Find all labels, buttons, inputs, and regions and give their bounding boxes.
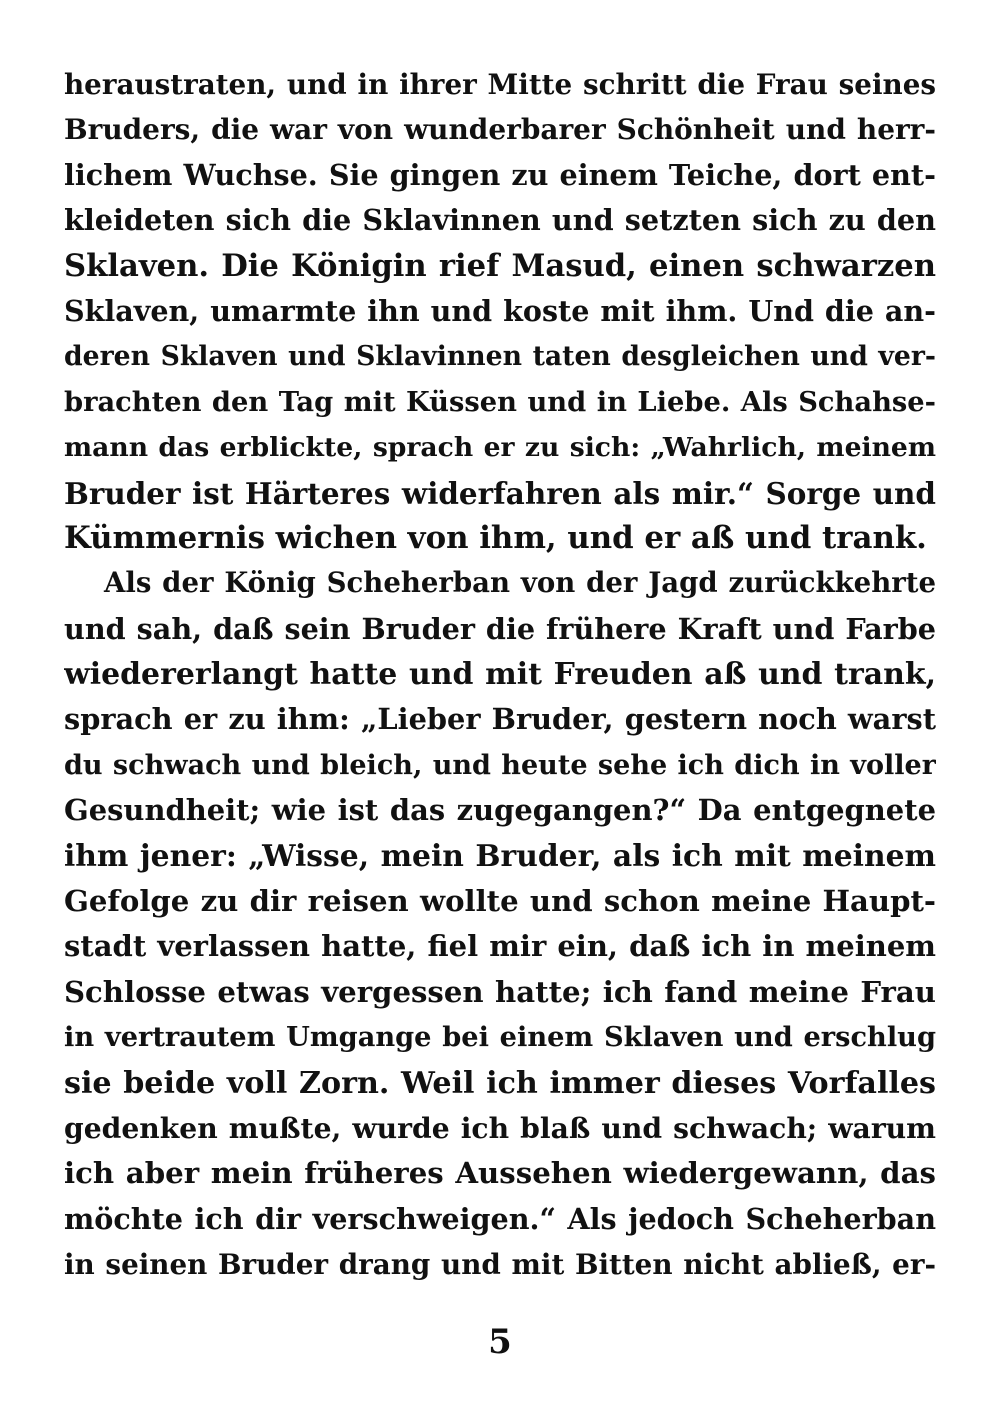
text-line: ich aber mein früheres Aussehen wiedergewann, das: [64, 1156, 936, 1191]
text-line: in seinen Bruder drang und mit Bitten nicht abließ, er-: [64, 1248, 936, 1282]
text-line: Sklaven. Die Königin rief Masud, einen schwarzen: [64, 247, 936, 284]
text-line: möchte ich dir verschweigen.“ Als jedoch Scheherban: [64, 1201, 936, 1236]
text-line: und sah, daß sein Bruder die frühere Kraft und Farbe: [64, 611, 936, 646]
paragraph-2: [64, 561, 936, 1287]
text-line: Gefolge zu dir reisen wollte und schon meine Haupt-: [64, 884, 936, 919]
text-line: gedenken mußte, wurde ich blaß und schwach; warum: [64, 1111, 936, 1145]
text-line: deren Sklaven und Sklavinnen taten desgleichen und ver-: [64, 341, 936, 373]
text-line: kleideten sich die Sklavinnen und setzten sich zu den: [64, 203, 936, 238]
text-line: wiedererlangt hatte und mit Freuden aß und trank,: [64, 657, 936, 693]
text-line: du schwach und bleich, und heute sehe ich dich in voller: [64, 749, 936, 781]
text-line: sprach er zu ihm: „Lieber Bruder, gestern noch warst: [64, 702, 936, 737]
text-line: ihm jener: „Wisse, mein Bruder, als ich mit meinem: [64, 838, 936, 874]
text-line: mann das erblickte, sprach er zu sich: „Wahrlich, meinem: [64, 432, 936, 464]
body-text: [64, 62, 936, 1288]
text-line: in vertrautem Umgange bei einem Sklaven und erschlug: [64, 1021, 936, 1054]
text-line: Als der König Scheherban von der Jagd zurückkehrte: [104, 567, 936, 600]
text-line: heraustraten, und in ihrer Mitte schritt die Frau seines: [64, 68, 936, 101]
text-line: sie beide voll Zorn. Weil ich immer dieses Vorfalles: [64, 1065, 936, 1101]
text-line: Bruders, die war von wunderbarer Schönheit und herr-: [64, 113, 936, 147]
text-line: Kümmernis wichen von ihm, und er aß und trank.: [64, 519, 927, 556]
text-line: Gesundheit; wie ist das zugegangen?“ Da entgegnete: [64, 793, 936, 828]
text-line: Sklaven, umarmte ihn und koste mit ihm. Und die an-: [64, 293, 936, 328]
text-line: Bruder ist Härteres widerfahren als mir.“ Sorge und: [64, 475, 936, 511]
text-line: Schlosse etwas vergessen hatte; ich fand meine Frau: [64, 974, 936, 1009]
text-line: brachten den Tag mit Küssen und in Liebe. Als Schahse-: [64, 385, 936, 418]
paragraph-1: [64, 62, 936, 561]
page-number: 5: [488, 1322, 512, 1362]
text-line: stadt verlassen hatte, fiel mir ein, daß ich in meinem: [64, 929, 936, 964]
text-line: lichem Wuchse. Sie gingen zu einem Teiche, dort ent-: [64, 157, 936, 192]
